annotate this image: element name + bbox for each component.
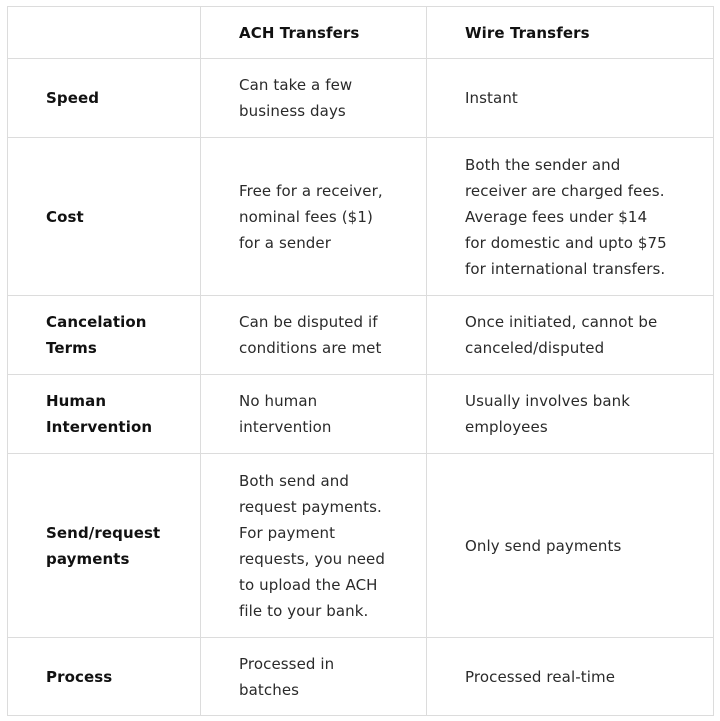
row-label-text: Cost [46,207,84,226]
row-label-text: Process [46,667,113,686]
table-row-cancelation-terms [8,296,714,375]
ach-cell-send-request-payments [201,454,427,638]
row-label-text: Send/request payments [46,523,161,568]
wire-cell-human-intervention [427,375,714,454]
wire-cell-text: Only send payments [465,536,622,555]
row-label-send-request-payments [8,454,201,638]
ach-cell-speed [201,59,427,138]
ach-vs-wire-comparison-table [7,6,714,716]
ach-cell-text: Both send and request payments. For payment requests, you need to upload the ACH file to your bank. [239,471,385,620]
ach-cell-text: Free for a receiver, nominal fees ($1) for a sender [239,181,383,252]
ach-cell-text: Processed in batches [239,654,335,699]
wire-cell-speed [427,59,714,138]
wire-cell-process [427,638,714,716]
ach-cell-text: Can be disputed if conditions are met [239,313,382,357]
wire-cell-text: Once initiated, cannot be canceled/disputed [465,313,658,357]
wire-cell-send-request-payments [427,454,714,638]
row-label-process [8,638,201,716]
table-row-process [8,638,714,716]
table-row-send-request-payments [8,454,714,638]
table-row-cost [8,138,714,296]
ach-cell-process [201,638,427,716]
row-label-human-intervention [8,375,201,454]
row-label-cancelation-terms [8,296,201,375]
comparison-table-container [7,6,713,715]
table-row-human-intervention [8,375,714,454]
header-wire-transfers: Wire Transfers [427,7,714,59]
ach-cell-text: Can take a few business days [239,76,353,120]
row-label-cost [8,138,201,296]
row-label-text: Cancelation Terms [46,313,147,357]
header-empty-cell [8,7,201,59]
wire-cell-text: Usually involves bank employees [465,392,631,436]
wire-cell-text: Both the sender and receiver are charged fees. Average fees under $14 for domestic and upto $75 for international transfers. [465,155,667,278]
table-header-row [8,7,714,59]
ach-cell-cost [201,138,427,296]
row-label-text: Speed [46,89,100,107]
wire-cell-cancelation-terms [427,296,714,375]
wire-cell-cost [427,138,714,296]
ach-cell-human-intervention [201,375,427,454]
wire-cell-text: Processed real-time [465,667,616,686]
ach-cell-text: No human intervention [239,392,332,436]
table-row-speed [8,59,714,138]
row-label-speed [8,59,201,138]
ach-cell-cancelation-terms [201,296,427,375]
row-label-text: Human Intervention [46,392,153,436]
header-ach-transfers: ACH Transfers [201,7,427,59]
wire-cell-text: Instant [465,89,518,107]
